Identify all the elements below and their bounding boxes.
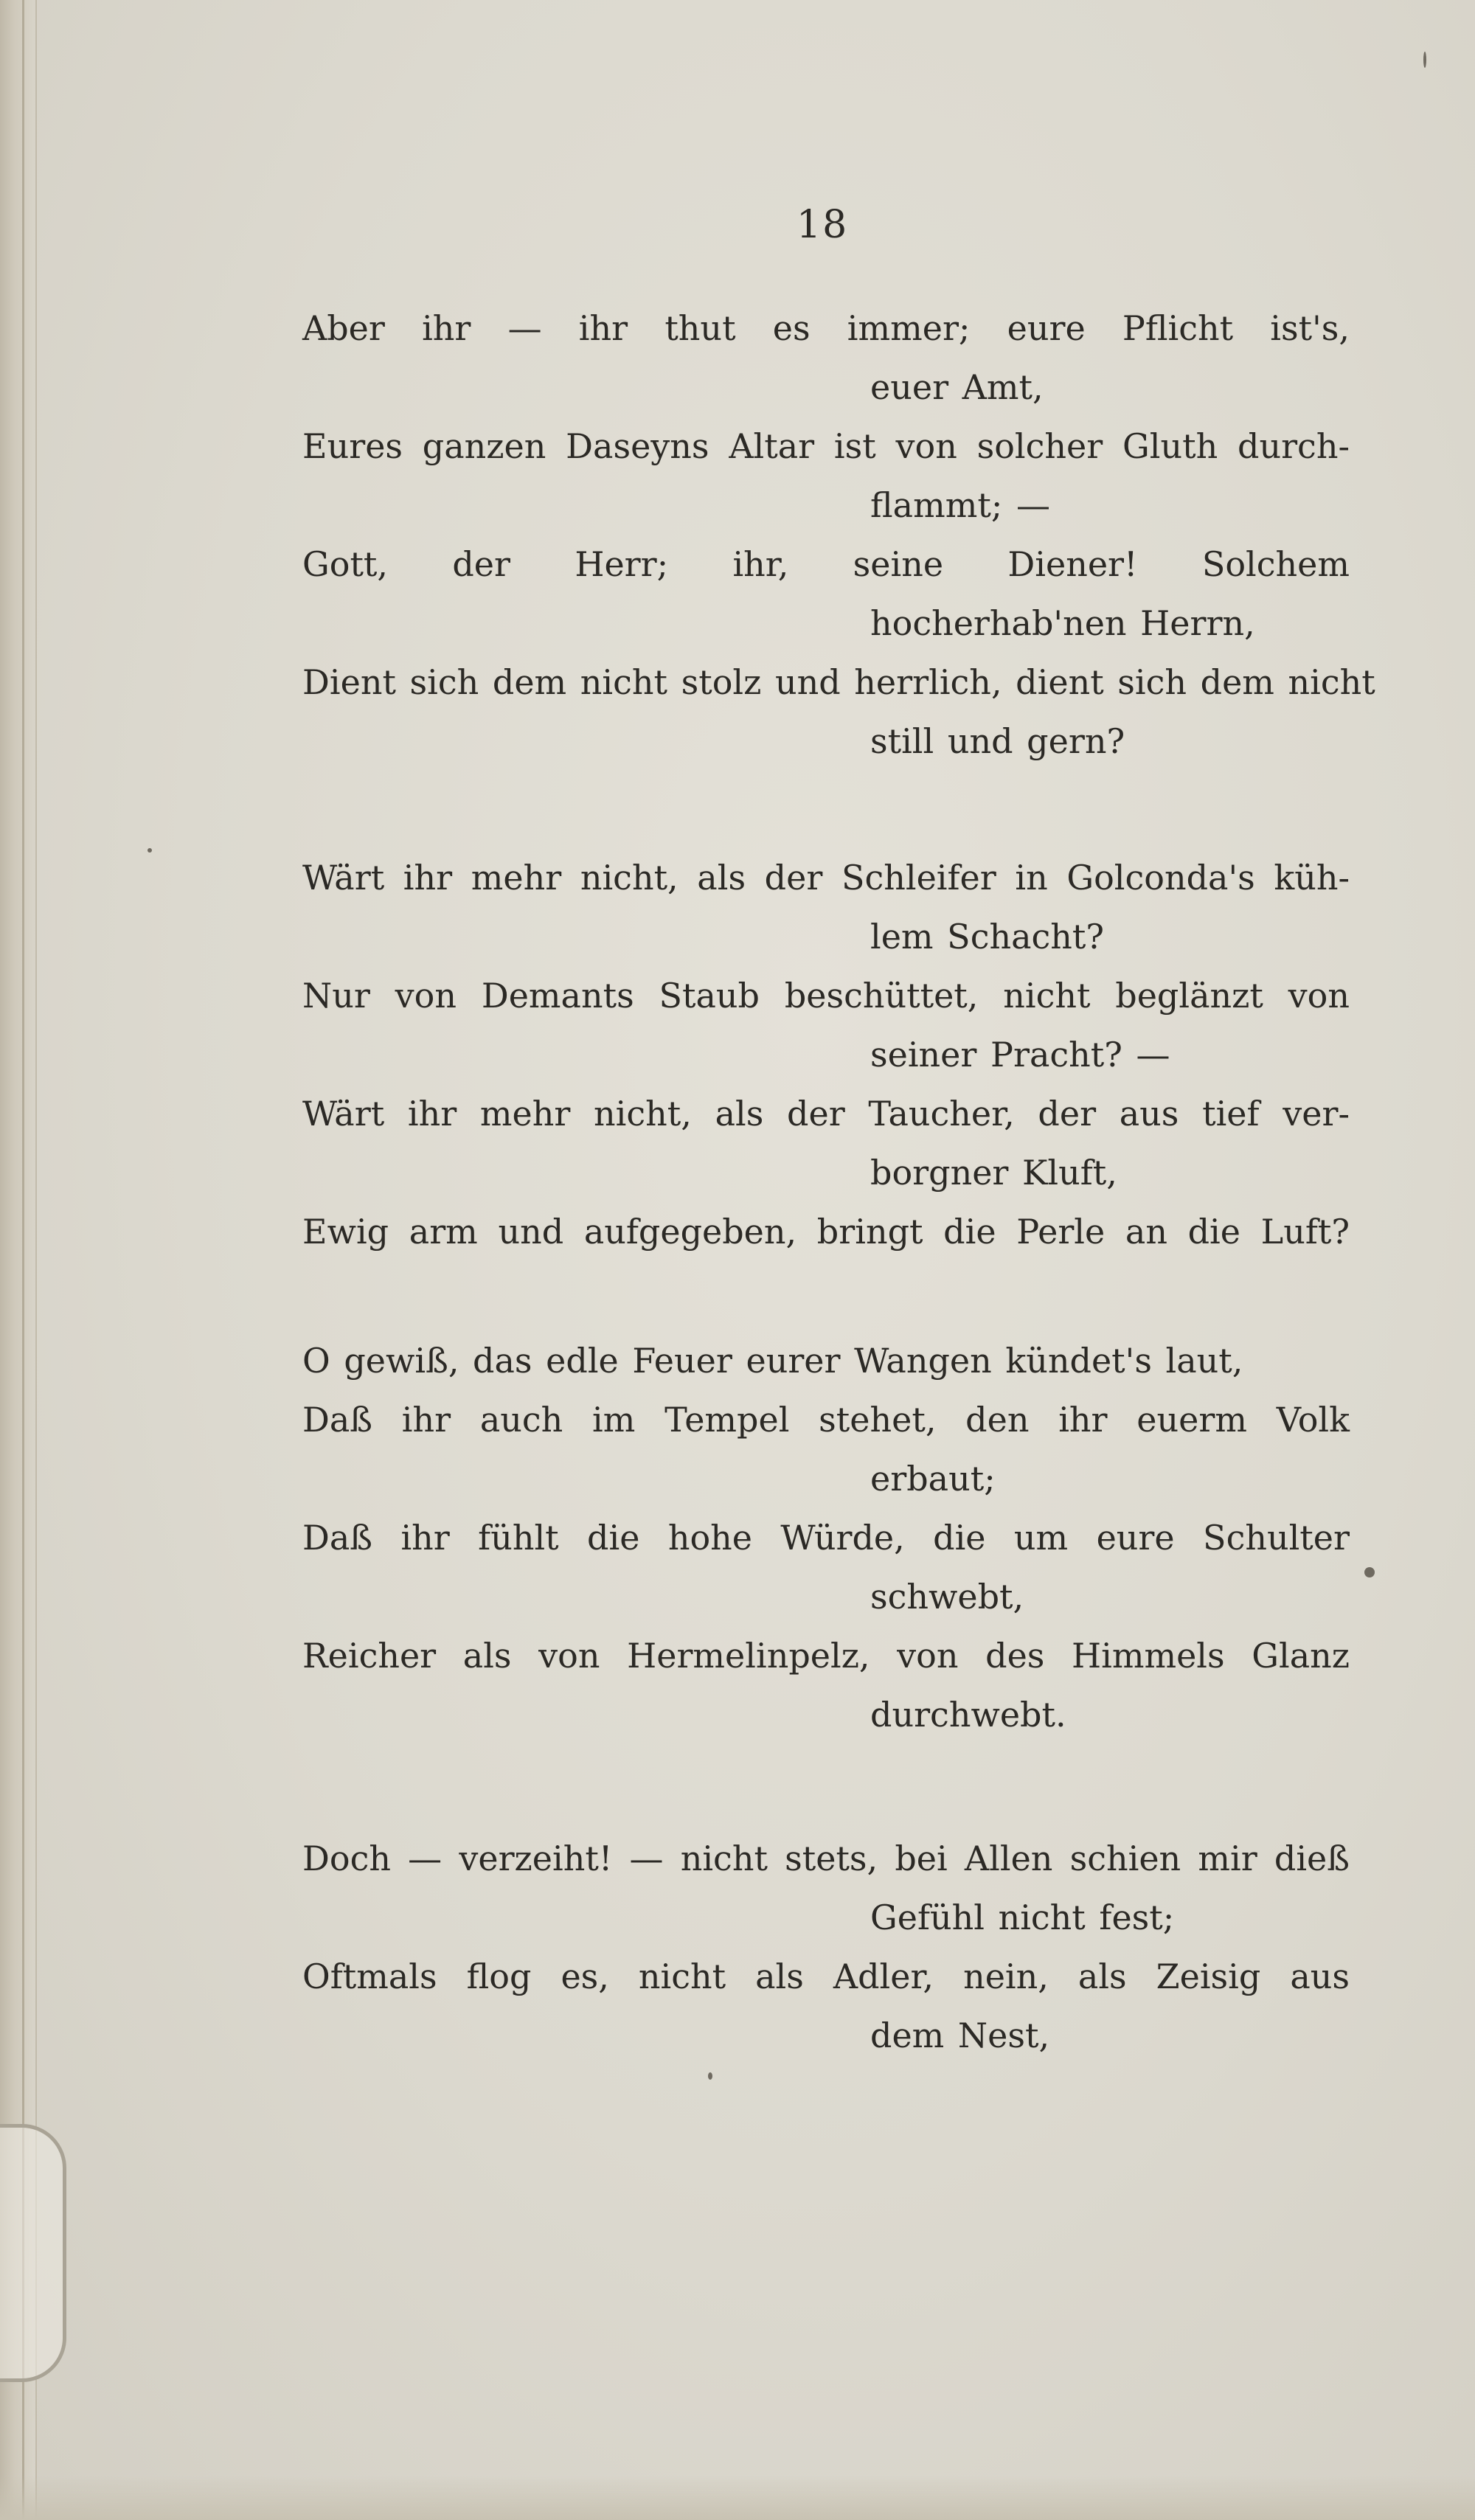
page-bottom-edge (0, 2476, 1475, 2520)
stanza (302, 1331, 1350, 1744)
verse-line: O gewiß, das edle Feuer eurer Wangen kündet's laut, (302, 1341, 1243, 1381)
verse-line-continuation: dem Nest, (870, 2016, 1050, 2055)
verse-line: Oftmals flog es, nicht als Adler, nein, als Zeisig aus (302, 1957, 1350, 1996)
verse-line-continuation: Gefühl nicht fest; (870, 1898, 1175, 1937)
verse-line: Reicher als von Hermelinpelz, von des Himmels Glanz (302, 1636, 1350, 1676)
verse-line: Daß ihr fühlt die hohe Würde, die um eure Schulter (302, 1518, 1350, 1558)
verse-line-continuation: schwebt, (870, 1577, 1024, 1617)
verse-line: Nur von Demants Staub beschüttet, nicht beglänzt von (302, 976, 1350, 1016)
verse-line-continuation: hocherhab'nen Herrn, (870, 603, 1255, 643)
verse-line: Gott, der Herr; ihr, seine Diener! Solchem (302, 544, 1350, 584)
stanza (302, 1829, 1350, 2065)
verse-line-continuation: still und gern? (870, 721, 1125, 761)
verse-line: Dient sich dem nicht stolz und herrlich, dient sich dem nicht (302, 662, 1375, 702)
verse-line: Ewig arm und aufgegeben, bringt die Perle an die Luft? (302, 1212, 1350, 1252)
ink-speck (1364, 1567, 1375, 1577)
verse-line-continuation: lem Schacht? (870, 917, 1105, 957)
stanza (302, 848, 1350, 1261)
verse-line: Aber ihr — ihr thut es immer; eure Pflicht ist's, (302, 308, 1350, 348)
verse-line-continuation: borgner Kluft, (870, 1153, 1117, 1193)
verse-line: Wärt ihr mehr nicht, als der Schleifer in Golconda's küh- (302, 858, 1350, 898)
ink-speck (708, 2072, 712, 2080)
verse-line: Wärt ihr mehr nicht, als der Taucher, der aus tief ver- (302, 1094, 1350, 1134)
verse-line: Daß ihr auch im Tempel stehet, den ihr euerm Volk (302, 1400, 1350, 1440)
ink-speck (148, 848, 152, 853)
verse-line-continuation: flammt; — (870, 485, 1050, 525)
verse-line-continuation: euer Amt, (870, 367, 1044, 407)
tape-mark (0, 2124, 66, 2382)
verse-line: Doch — verzeiht! — nicht stets, bei Allen schien mir dieß (302, 1839, 1350, 1878)
verse-line-continuation: erbaut; (870, 1459, 996, 1499)
ink-speck (1423, 52, 1426, 68)
stanza (302, 299, 1375, 771)
verse-line: Eures ganzen Daseyns Altar ist von solcher Gluth durch- (302, 426, 1350, 466)
verse-line-continuation: seiner Pracht? — (870, 1035, 1170, 1075)
verse-line-continuation: durchwebt. (870, 1695, 1066, 1735)
page-number: 18 (796, 203, 849, 247)
